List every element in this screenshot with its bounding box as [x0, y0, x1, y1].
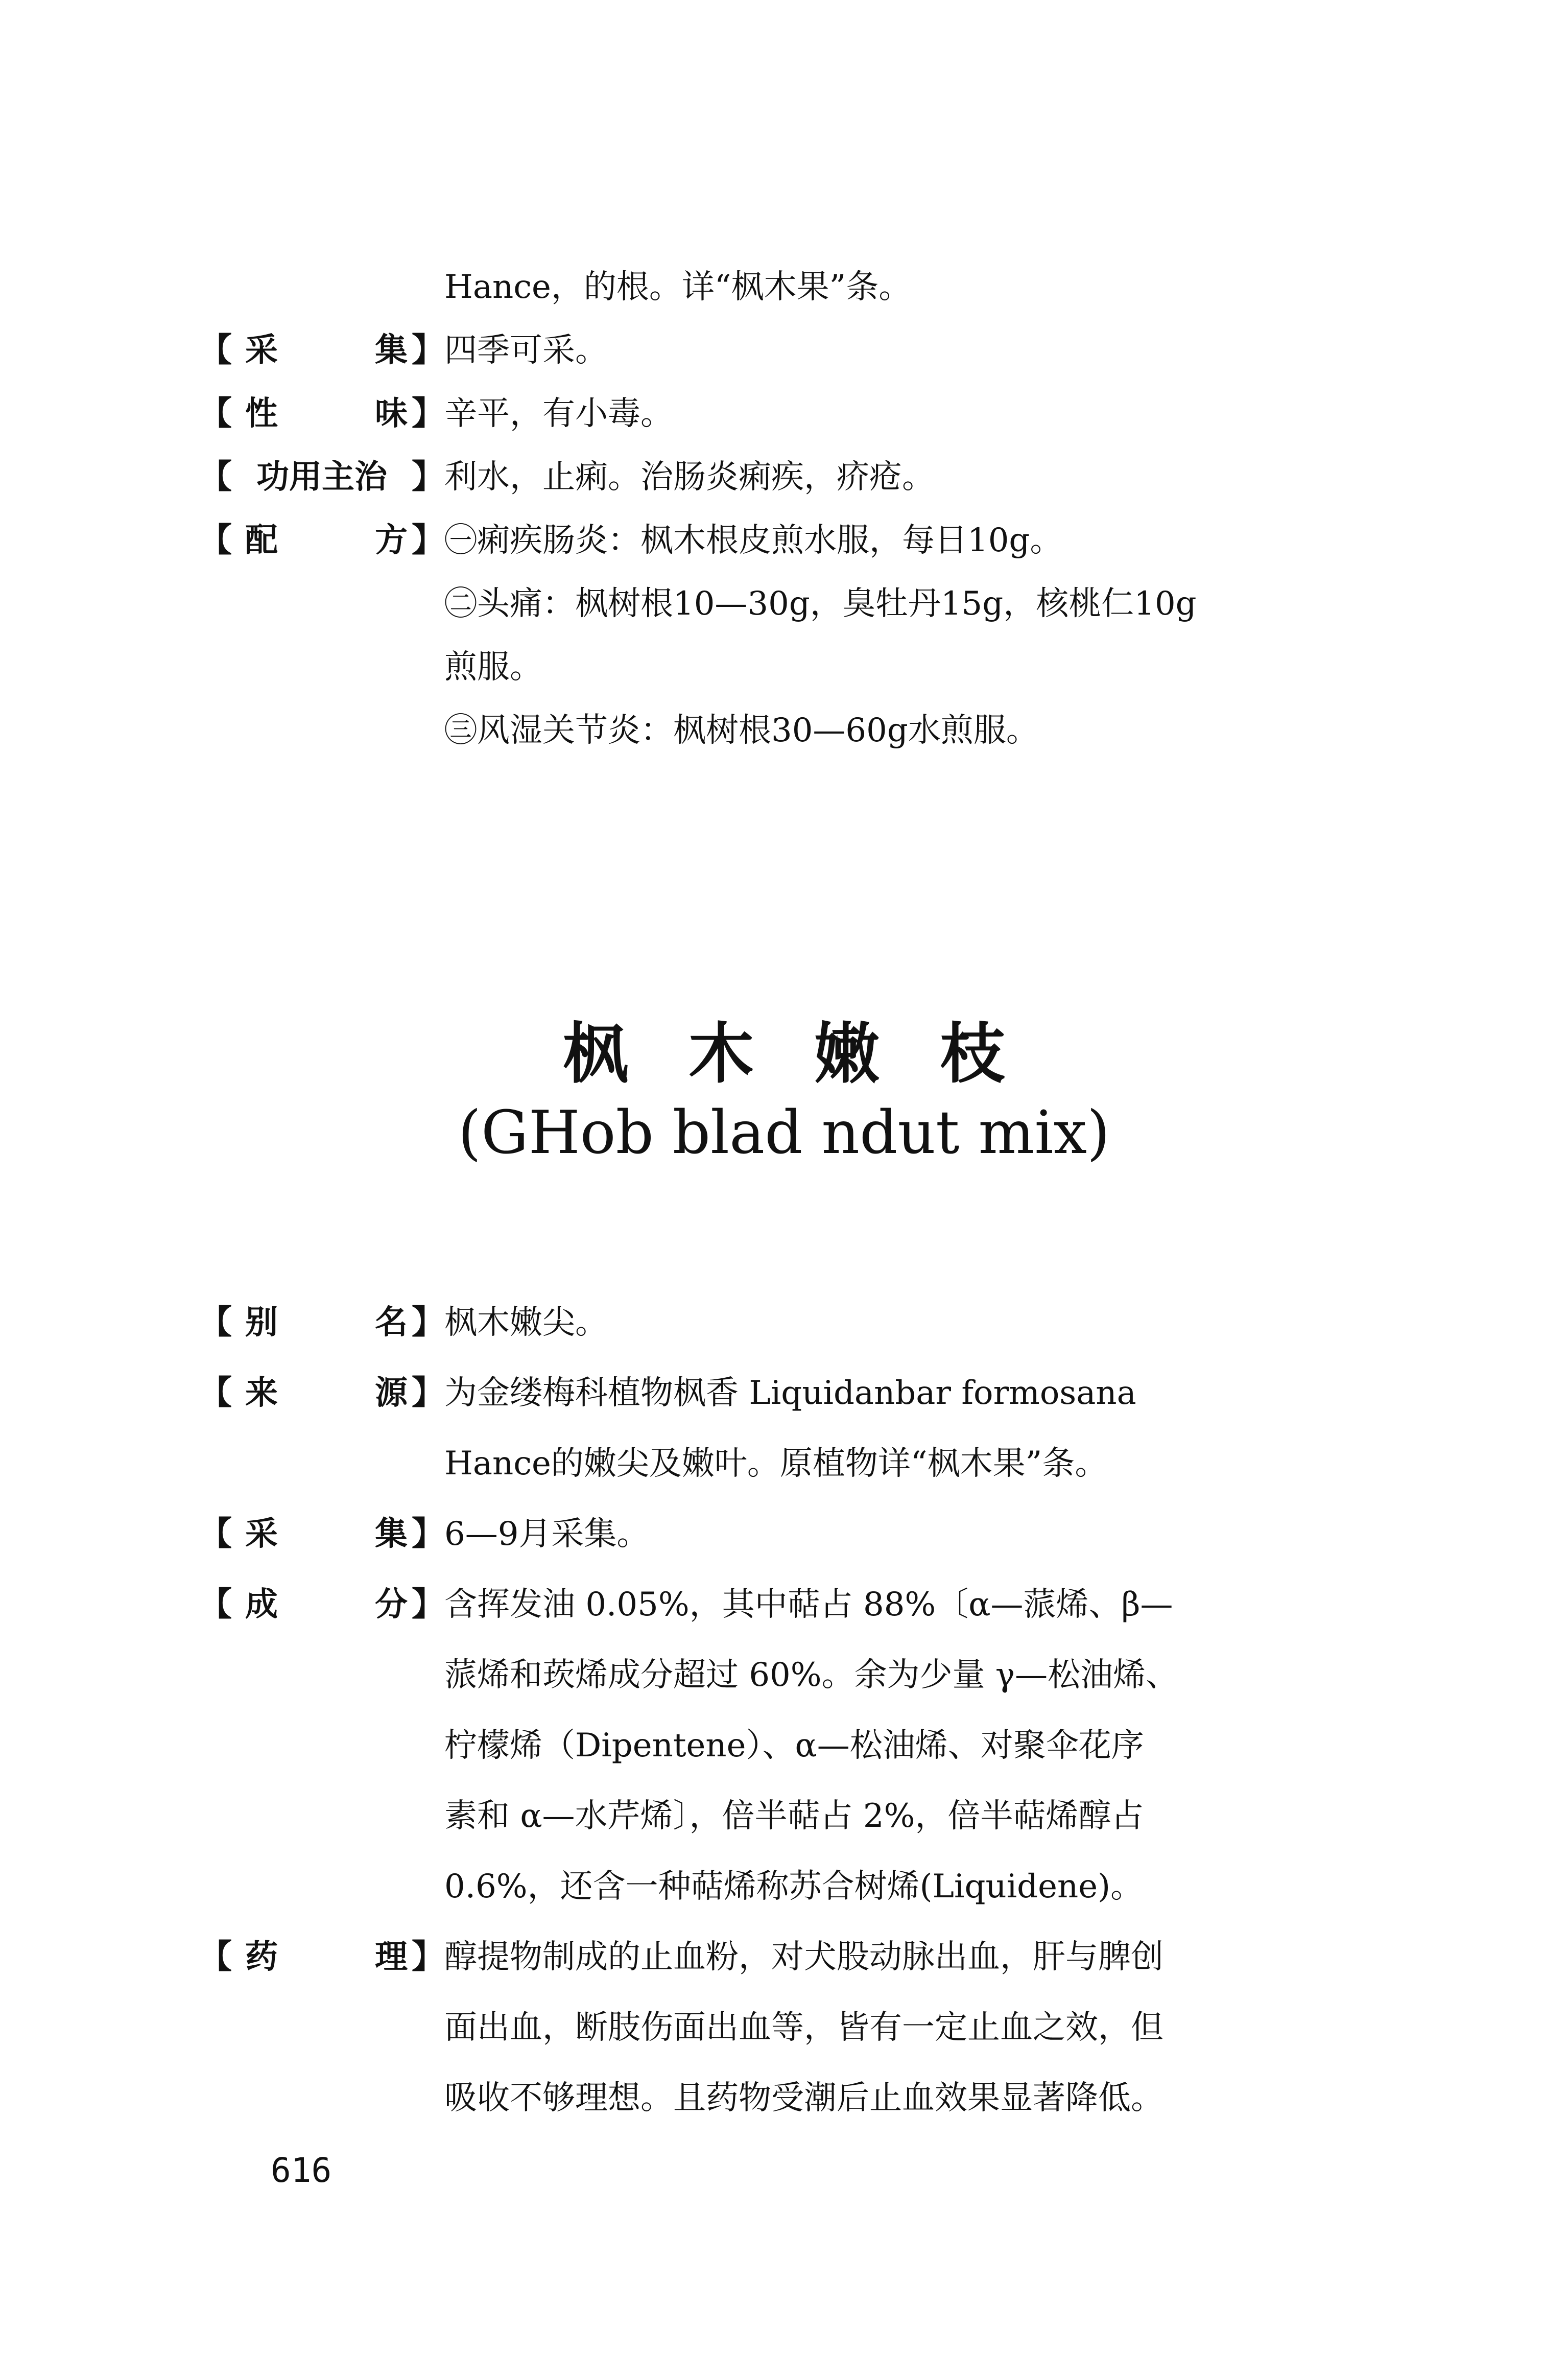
entry-subtitle: (GHob blad ndut mix): [458, 1098, 1110, 1167]
entry-text-line: 蒎烯和莰烯成分超过 60%。余为少量 γ—松油烯、: [444, 1656, 1179, 1694]
label-char: 集: [375, 1515, 408, 1553]
entry-text: 醇提物制成的止血粉，对犬股动脉出血，肝与脾创: [444, 1938, 1163, 1976]
entry-collection: [199, 1499, 1415, 1569]
label-char: 理: [375, 1938, 408, 1976]
label-char: 名: [375, 1304, 408, 1342]
entry-composition: [199, 1569, 1415, 1640]
entry-text: 为金缕梅科植物枫香 Liquidanbar formosana: [444, 1374, 1136, 1412]
entry-text: 枫木嫩尖。: [444, 1304, 608, 1342]
page-number: 616: [271, 2151, 332, 2190]
entry-source: [199, 1358, 1415, 1428]
label-char: 采: [245, 1515, 278, 1553]
label-char: 味: [375, 395, 408, 433]
entry-text-line: Hance的嫩尖及嫩叶。原植物详“枫木果”条。: [444, 1445, 1108, 1483]
label-char: 来: [245, 1374, 278, 1412]
entry-text-line: 素和 α—水芹烯〕，倍半萜占 2%，倍半萜烯醇占: [444, 1797, 1144, 1835]
entry-text: 含挥发油 0.05%，其中萜占 88%〔α—蒎烯、β—: [444, 1586, 1173, 1623]
entry-functions: [199, 445, 1415, 509]
formula-line: 煎服。: [444, 648, 542, 686]
entry-text-line: 吸收不够理想。且药物受潮后止血效果显著降低。: [444, 2079, 1163, 2117]
entry-label: 【 药 理 】: [199, 1922, 444, 1992]
entry-nature-taste: [199, 382, 1415, 445]
label-char: 功用主治: [256, 458, 387, 496]
formula-line: ㊁头痛：枫树根10—30g，臭牡丹15g，核桃仁10g: [444, 585, 1197, 623]
entry-text: 辛平，有小毒。: [444, 395, 673, 433]
entry-label: 【 配 方 】: [199, 509, 444, 572]
entry-label: 【 功用主治 】: [199, 445, 444, 509]
bottom-section: [199, 1287, 1415, 2133]
label-char: 方: [375, 522, 408, 559]
entry-label: 【 采 集 】: [199, 319, 444, 382]
entry-pharmacology: [199, 1922, 1415, 1992]
label-char: 别: [245, 1304, 278, 1342]
label-char: 药: [245, 1938, 278, 1976]
label-char: 采: [245, 332, 278, 369]
entry-label: 【 别 名 】: [199, 1287, 444, 1358]
entry-title: 枫木嫩枝: [562, 1016, 1065, 1092]
label-char: 配: [245, 522, 278, 559]
entry-label: 【 成 分 】: [199, 1569, 444, 1640]
entry-label: 【 来 源 】: [199, 1358, 444, 1428]
entry-text-line: 柠檬烯（Dipentene）、α—松油烯、对聚伞花序: [444, 1727, 1144, 1764]
entry-text: 利水，止痢。治肠炎痢疾，疥疮。: [444, 458, 935, 496]
entry-text: 6—9月采集。: [444, 1515, 650, 1553]
top-section: [199, 255, 1415, 762]
continuation-line: Hance，的根。详“枫木果”条。: [444, 268, 912, 306]
entry-text-line: 0.6%，还含一种萜烯称苏合树烯(Liquidene)。: [444, 1868, 1144, 1905]
formula-line: ㊂风湿关节炎：枫树根30—60g水煎服。: [444, 712, 1039, 749]
entry-label: 【 采 集 】: [199, 1499, 444, 1569]
entry-text-line: 面出血，断肢伤面出血等，皆有一定止血之效，但: [444, 2009, 1163, 2046]
entry-formula: [199, 509, 1415, 572]
entry-text: ㊀痢疾肠炎：枫木根皮煎水服，每日10g。: [444, 522, 1063, 559]
entry-text: 四季可采。: [444, 332, 608, 369]
entry-alias: [199, 1287, 1415, 1358]
label-char: 分: [375, 1586, 408, 1623]
label-char: 性: [245, 395, 278, 433]
label-char: 集: [375, 332, 408, 369]
entry-collection: [199, 319, 1415, 382]
label-char: 成: [245, 1586, 278, 1623]
entry-label: 【 性 味 】: [199, 382, 444, 445]
label-char: 源: [375, 1374, 408, 1412]
